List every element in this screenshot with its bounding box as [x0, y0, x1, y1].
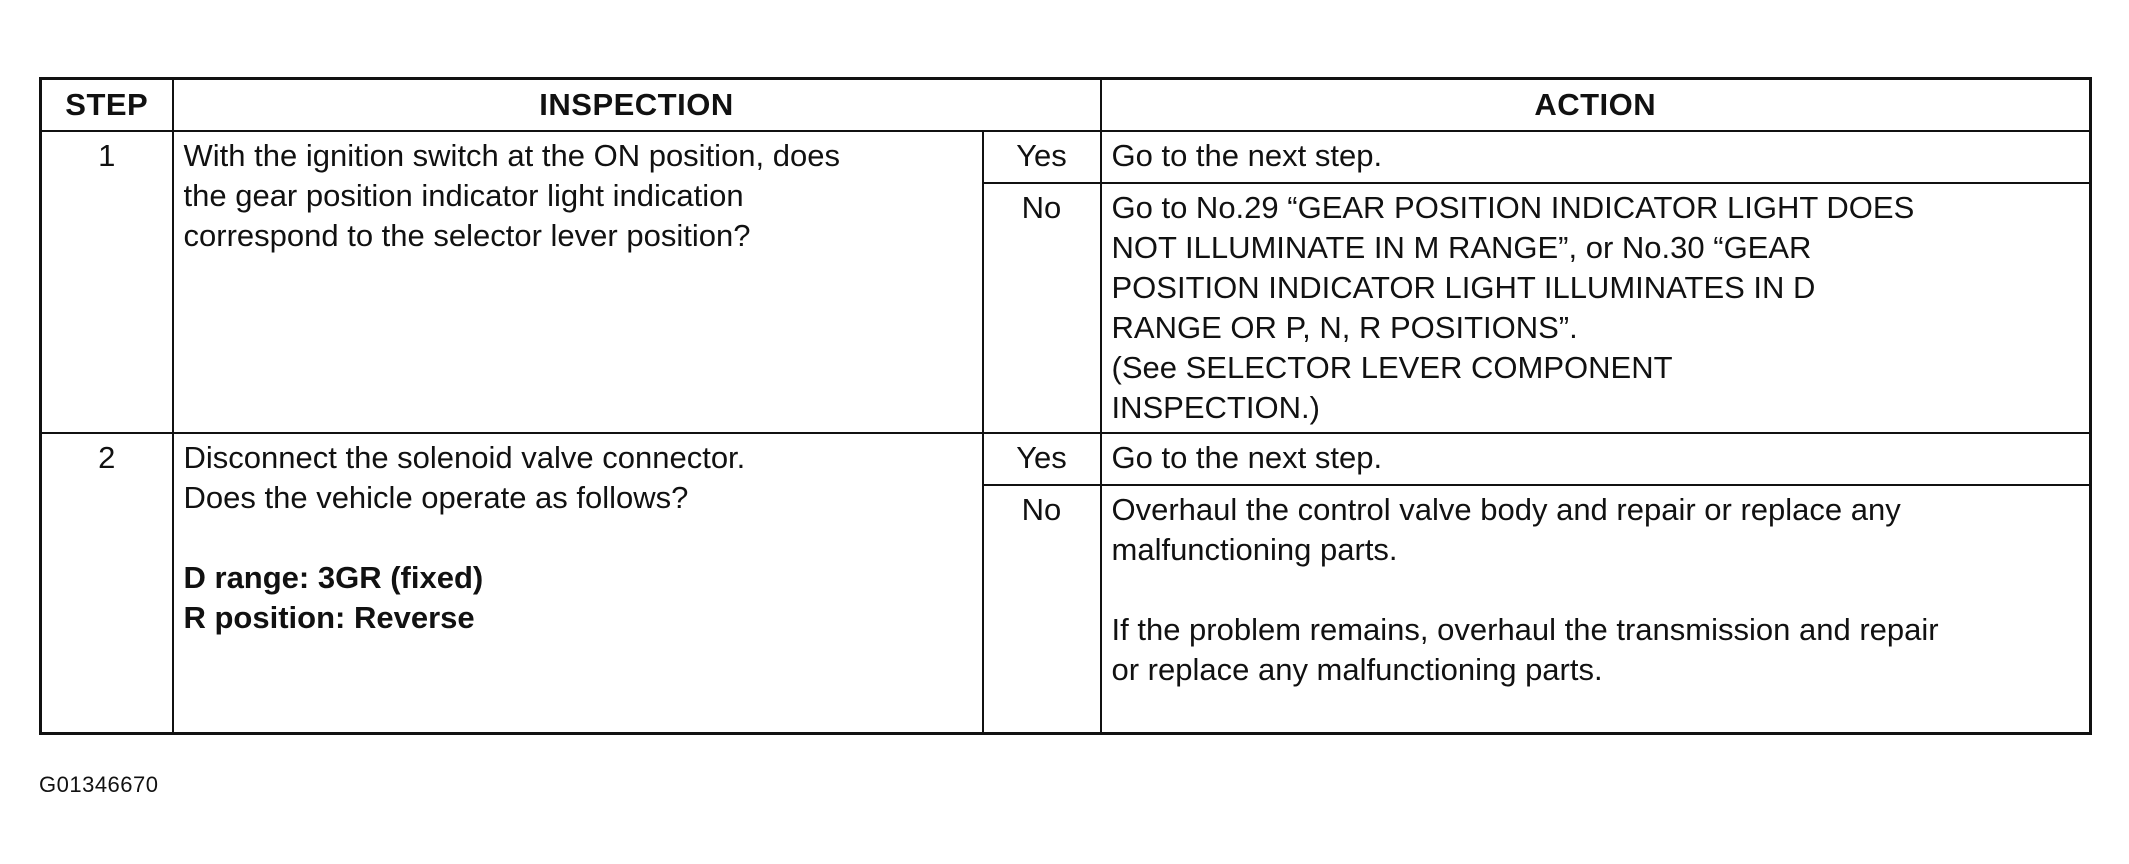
action-line: If the problem remains, overhaul the transmission and repair	[1111, 612, 1939, 647]
inspection-line: Disconnect the solenoid valve connector.	[183, 440, 746, 475]
table-row	[41, 131, 2091, 183]
action-line: POSITION INDICATOR LIGHT ILLUMINATES IN D	[1111, 270, 1816, 305]
blank-line	[184, 518, 972, 558]
yes-label: Yes	[983, 433, 1101, 485]
diagnostic-table	[39, 77, 2092, 735]
header-action: ACTION	[1101, 79, 2091, 132]
header-row	[41, 79, 2091, 132]
figure-id: G01346670	[39, 772, 159, 797]
yes-action: Go to the next step.	[1101, 131, 2091, 183]
step-number: 2	[41, 433, 173, 734]
inspection-text	[173, 131, 983, 433]
inspection-line: With the ignition switch at the ON position, does	[183, 138, 840, 173]
action-line: INSPECTION.)	[1111, 390, 1320, 425]
header-step: STEP	[41, 79, 173, 132]
action-line: RANGE OR P, N, R POSITIONS”.	[1111, 310, 1578, 345]
action-line: malfunctioning parts.	[1111, 532, 1398, 567]
yes-label: Yes	[983, 131, 1101, 183]
header-inspection: INSPECTION	[173, 79, 1101, 132]
action-line: Go to No.29 “GEAR POSITION INDICATOR LIGHT DOES	[1111, 190, 1915, 225]
action-line: or replace any malfunctioning parts.	[1111, 652, 1603, 687]
table-row	[41, 433, 2091, 485]
blank-line	[1112, 570, 2080, 610]
action-line: NOT ILLUMINATE IN M RANGE”, or No.30 “GEAR	[1111, 230, 1812, 265]
step-number: 1	[41, 131, 173, 433]
no-label: No	[983, 485, 1101, 734]
action-line: Overhaul the control valve body and repair or replace any	[1111, 492, 1901, 527]
yes-action: Go to the next step.	[1101, 433, 2091, 485]
inspection-line: correspond to the selector lever position?	[183, 218, 751, 253]
no-action	[1101, 485, 2091, 734]
inspection-line: Does the vehicle operate as follows?	[183, 480, 689, 515]
inspection-line: the gear position indicator light indication	[183, 178, 744, 213]
inspection-condition: R position: Reverse	[183, 600, 475, 635]
inspection-condition: D range: 3GR (fixed)	[183, 560, 484, 595]
action-line: (See SELECTOR LEVER COMPONENT	[1111, 350, 1673, 385]
inspection-text	[173, 433, 983, 734]
no-action	[1101, 183, 2091, 433]
no-label: No	[983, 183, 1101, 433]
